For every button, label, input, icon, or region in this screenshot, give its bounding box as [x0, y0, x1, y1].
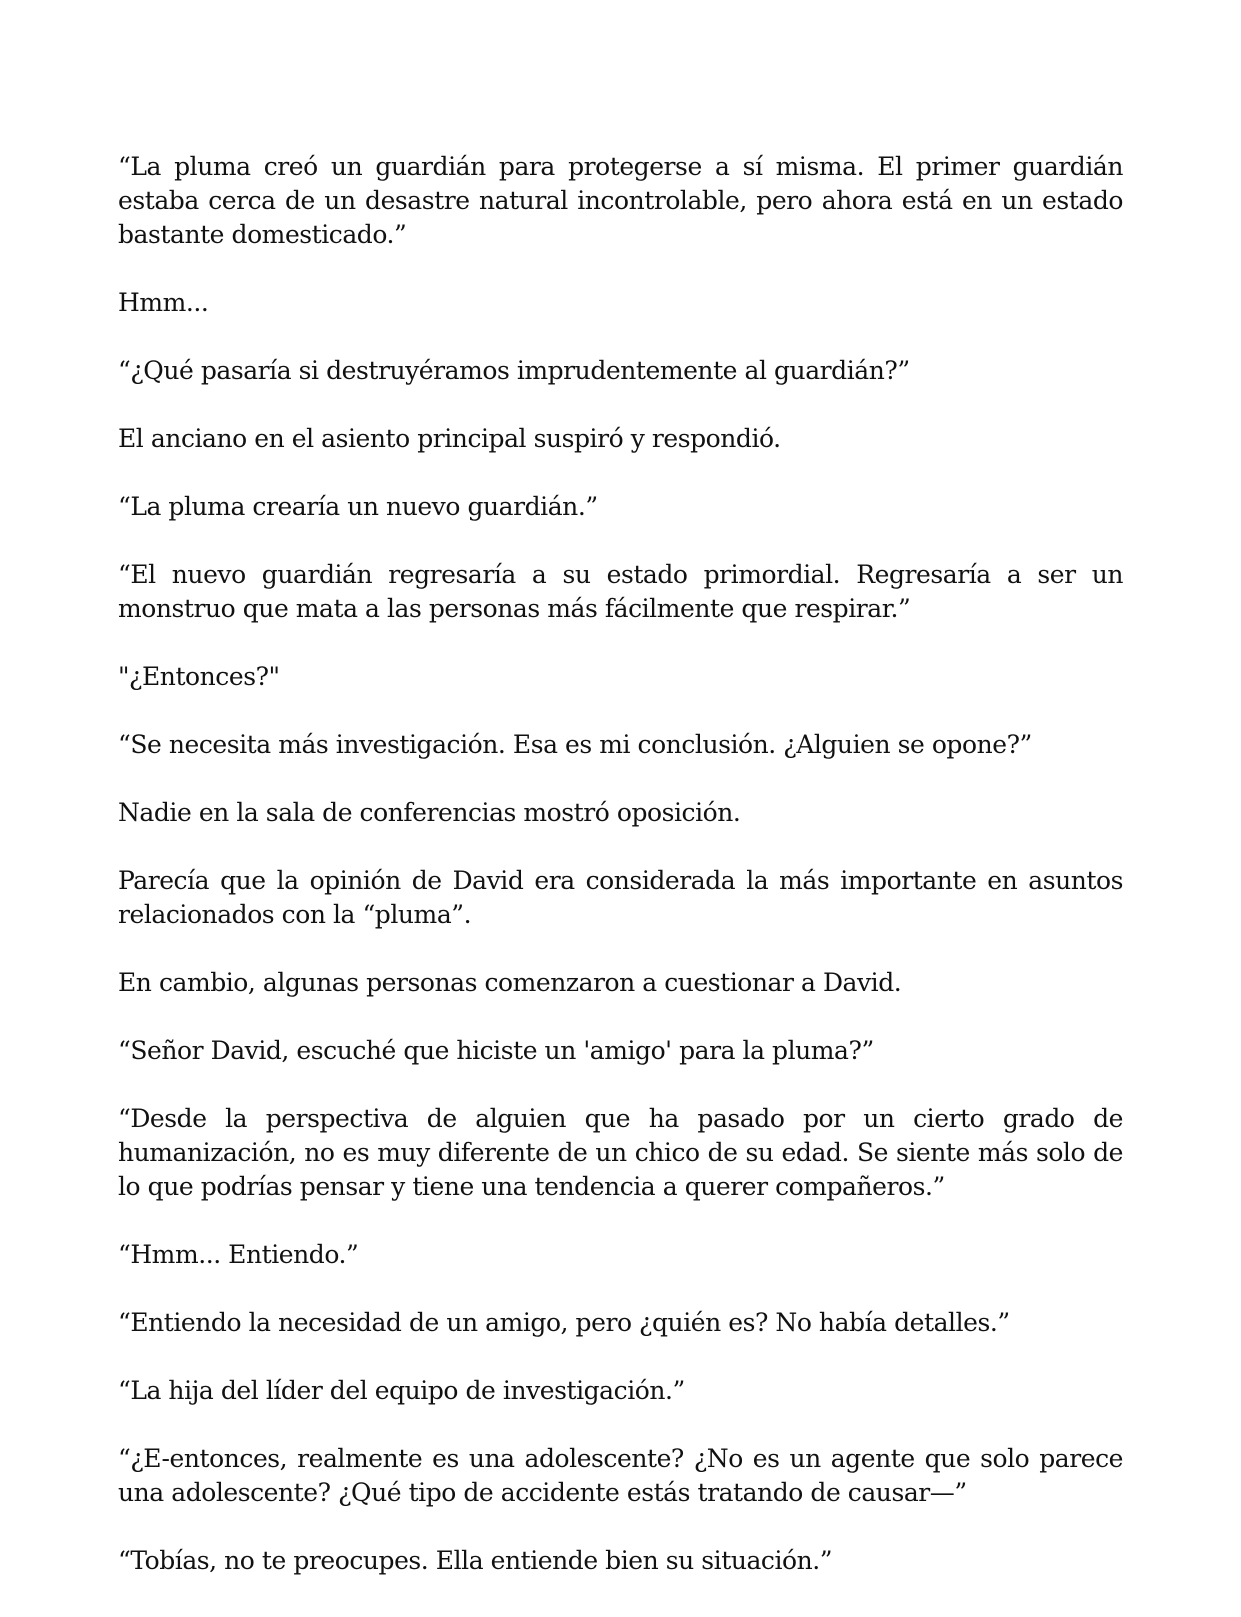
paragraph: “Señor David, escuché que hiciste un 'amigo' para la pluma?” [118, 1036, 874, 1065]
paragraph: Parecía que la opinión de David era considerada la más importante en asuntos relacionados con la “pluma”. [118, 866, 1123, 929]
paragraph: “¿Qué pasaría si destruyéramos imprudentemente al guardián?” [118, 356, 910, 385]
paragraph: En cambio, algunas personas comenzaron a cuestionar a David. [118, 968, 902, 997]
paragraph: “La pluma crearía un nuevo guardián.” [118, 492, 598, 521]
paragraph: "¿Entonces?" [118, 662, 280, 691]
paragraph: “Entiendo la necesidad de un amigo, pero ¿quién es? No había detalles.” [118, 1308, 1010, 1337]
paragraph: “El nuevo guardián regresaría a su estado primordial. Regresaría a ser un monstruo que mata a las personas más fácilmente que respirar.” [118, 560, 1123, 623]
paragraph: “Hmm... Entiendo.” [118, 1240, 359, 1269]
paragraph: Hmm... [118, 288, 209, 317]
paragraph: “¿E-entonces, realmente es una adolescente? ¿No es un agente que solo parece una adolescente? ¿Qué tipo de accidente estás tratando de causar—” [118, 1444, 1123, 1507]
paragraph: El anciano en el asiento principal suspiró y respondió. [118, 424, 781, 453]
paragraph: “Se necesita más investigación. Esa es mi conclusión. ¿Alguien se opone?” [118, 730, 1032, 759]
paragraph: “Desde la perspectiva de alguien que ha pasado por un cierto grado de humanización, no es muy diferente de un chico de su edad. Se siente más solo de lo que podrías pensar y tiene una tendencia a querer compañeros.” [118, 1104, 1123, 1201]
document-body [118, 150, 1123, 1612]
paragraph: “La pluma creó un guardián para protegerse a sí misma. El primer guardián estaba cerca de un desastre natural incontrolable, pero ahora está en un estado bastante domesticado.” [118, 152, 1123, 249]
paragraph: “Tobías, no te preocupes. Ella entiende bien su situación.” [118, 1546, 833, 1575]
paragraph: Nadie en la sala de conferencias mostró oposición. [118, 798, 741, 827]
paragraph: “La hija del líder del equipo de investigación.” [118, 1376, 685, 1405]
